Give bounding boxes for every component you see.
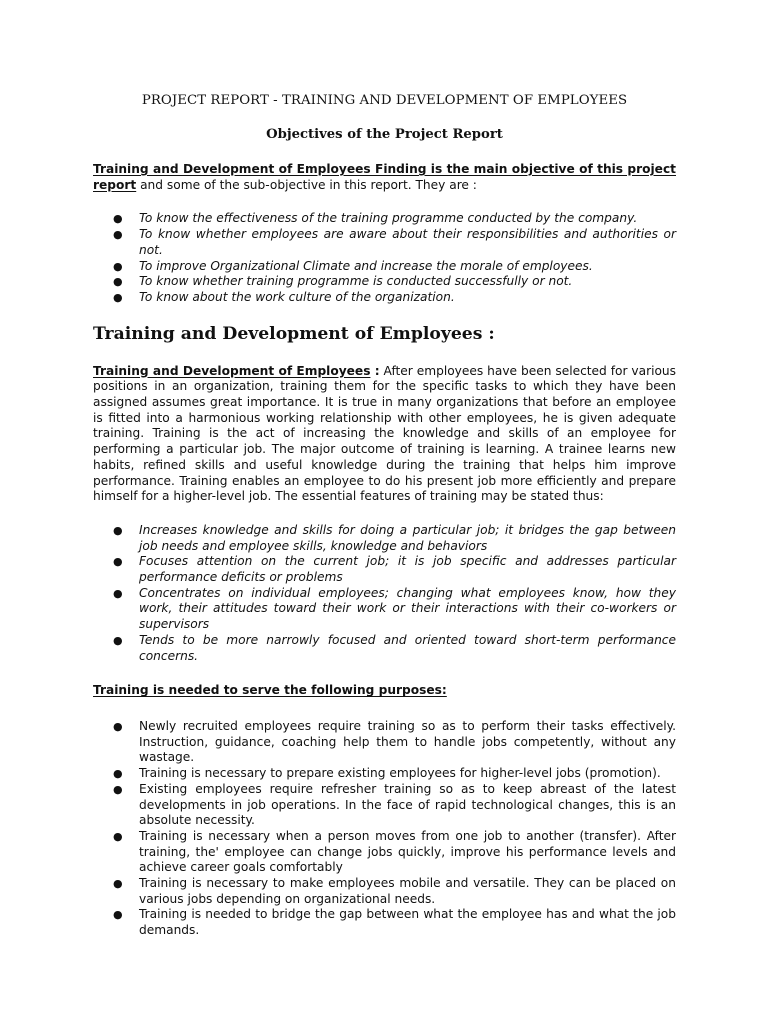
intro-lead: Training and Development of Employees Finding is the main objective of this project report <box>93 162 676 192</box>
list-item <box>93 876 676 907</box>
purpose-text: Existing employees require refresher training so as to keep abreast of the latest developments in job operations. In the face of rapid technological changes, this is an absolute necessity. <box>139 781 676 828</box>
feature-text: Tends to be more narrowly focused and oriented toward short-term performance concerns. <box>139 632 676 663</box>
bullet-icon: ● <box>113 908 123 922</box>
bullet-icon: ● <box>113 523 123 537</box>
list-item <box>93 766 676 782</box>
features-list <box>93 523 676 664</box>
section-paragraph-colon: : <box>370 363 380 378</box>
list-item <box>93 633 676 664</box>
list-item <box>93 719 676 766</box>
purpose-text: Training is necessary to prepare existing employees for higher-level jobs (promotion). <box>139 766 661 781</box>
purposes-heading: Training is needed to serve the following purposes: <box>93 683 447 698</box>
objectives-heading: Objectives of the Project Report <box>266 127 503 142</box>
bullet-icon: ● <box>113 586 123 600</box>
purpose-text: Training is needed to bridge the gap between what the employee has and what the job demands. <box>139 907 676 938</box>
bullet-icon: ● <box>113 275 123 289</box>
purposes-list <box>93 719 676 939</box>
bullet-icon: ● <box>113 829 123 843</box>
list-item <box>93 274 676 290</box>
list-item <box>93 290 676 306</box>
purpose-text: Training is necessary when a person moves from one job to another (transfer). After training, the' employee can change jobs quickly, improve his performance levels and achieve career goals comfortably <box>139 828 676 875</box>
objectives-list <box>93 211 676 305</box>
bullet-icon: ● <box>113 228 123 242</box>
document-title: PROJECT REPORT - TRAINING AND DEVELOPMENT OF EMPLOYEES <box>141 93 628 108</box>
bullet-icon: ● <box>113 767 123 781</box>
list-item <box>93 829 676 876</box>
bullet-icon: ● <box>113 555 123 569</box>
intro-paragraph <box>93 162 676 193</box>
section-paragraph-body: After employees have been selected for various positions in an organization, training them for the specific tasks to which they have been assigned assumes great importance. It is true in many organizations that before an employee is fitted into a harmonious working relationship with other employees, he is given adequate training. Training is the act of increasing the knowledge and skills of an employee for performing a particular job. The major outcome of training is learning. A trainee learns new habits, refined skills and useful knowledge during the training that helps him improve performance. Training enables an employee to do his present job more efficiently and prepare himself for a higher-level job. The essential features of training may be stated thus: <box>93 363 676 504</box>
list-item <box>93 554 676 585</box>
list-item <box>93 227 676 258</box>
feature-text: Focuses attention on the current job; it is job specific and addresses particular performance deficits or problems <box>139 554 676 585</box>
bullet-icon: ● <box>113 259 123 273</box>
feature-text: Concentrates on individual employees; changing what employees know, how they work, their attitudes toward their work or their interactions with their co-workers or supervisors <box>139 585 676 632</box>
intro-rest: and some of the sub-objective in this report. They are : <box>136 177 477 192</box>
feature-text: Increases knowledge and skills for doing a particular job; it bridges the gap between job needs and employee skills, knowledge and behaviors <box>139 522 676 553</box>
list-item <box>93 523 676 554</box>
bullet-icon: ● <box>113 877 123 891</box>
purpose-text: Training is necessary to make employees mobile and versatile. They can be placed on various jobs depending on organizational needs. <box>139 876 676 906</box>
objective-text: To know about the work culture of the organization. <box>139 289 455 304</box>
section-heading: Training and Development of Employees : <box>93 323 495 344</box>
objective-text: To know whether employees are aware about their responsibilities and authorities or not. <box>139 227 676 257</box>
bullet-icon: ● <box>113 290 123 304</box>
list-item <box>93 259 676 275</box>
list-item <box>93 782 676 829</box>
objective-text: To know whether training programme is conducted successfully or not. <box>139 274 573 289</box>
bullet-icon: ● <box>113 719 123 733</box>
objective-text: To improve Organizational Climate and increase the morale of employees. <box>139 258 593 273</box>
section-paragraph-lead: Training and Development of Employees <box>93 363 371 378</box>
bullet-icon: ● <box>113 212 123 226</box>
list-item <box>93 907 676 938</box>
section-paragraph <box>93 364 676 505</box>
purpose-text: Newly recruited employees require training so as to perform their tasks effectively. Instruction, guidance, coaching help them to handle jobs competently, without any wastage. <box>139 718 676 765</box>
bullet-icon: ● <box>113 633 123 647</box>
objective-text: To know the effectiveness of the training programme conducted by the company. <box>139 211 638 226</box>
list-item <box>93 586 676 633</box>
list-item <box>93 211 676 227</box>
bullet-icon: ● <box>113 782 123 796</box>
